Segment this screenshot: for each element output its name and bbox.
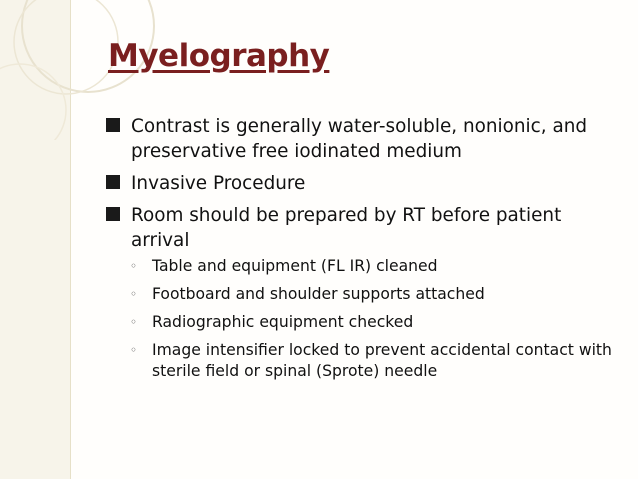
sub-bullet-text: Table and equipment (FL IR) cleaned: [152, 257, 438, 275]
bullet-item: [105, 114, 625, 164]
sub-bullet-item: [105, 312, 625, 333]
sub-bullet-text: Footboard and shoulder supports attached: [152, 285, 485, 303]
bullet-item: [105, 203, 625, 253]
bullet-text: Invasive Procedure: [131, 173, 306, 194]
sub-bullet-item: [105, 340, 625, 382]
sub-bullet-marker-icon: ◦: [130, 343, 138, 357]
sub-bullet-item: [105, 284, 625, 305]
sub-bullet-text: Image intensifier locked to prevent accidental contact with sterile field or spinal (Sprote) needle: [152, 341, 612, 380]
slide-title: Myelography: [108, 38, 330, 74]
sub-bullet-text: Radiographic equipment checked: [152, 313, 414, 331]
bullet-marker-icon: [105, 117, 123, 135]
bullet-text: Room should be prepared by RT before patient arrival: [131, 205, 562, 251]
sub-bullet-marker-icon: ◦: [130, 315, 138, 329]
bullet-marker-icon: [105, 174, 123, 192]
sub-bullet-marker-icon: ◦: [130, 259, 138, 273]
bullet-marker-icon: [105, 206, 123, 224]
sub-bullet-marker-icon: ◦: [130, 287, 138, 301]
sub-bullet-list: [105, 256, 625, 382]
bullet-text: Contrast is generally water-soluble, nonionic, and preservative free iodinated medium: [131, 116, 588, 162]
sub-bullet-item: [105, 256, 625, 277]
bullet-item: [105, 171, 625, 196]
bullet-list: [105, 114, 625, 389]
